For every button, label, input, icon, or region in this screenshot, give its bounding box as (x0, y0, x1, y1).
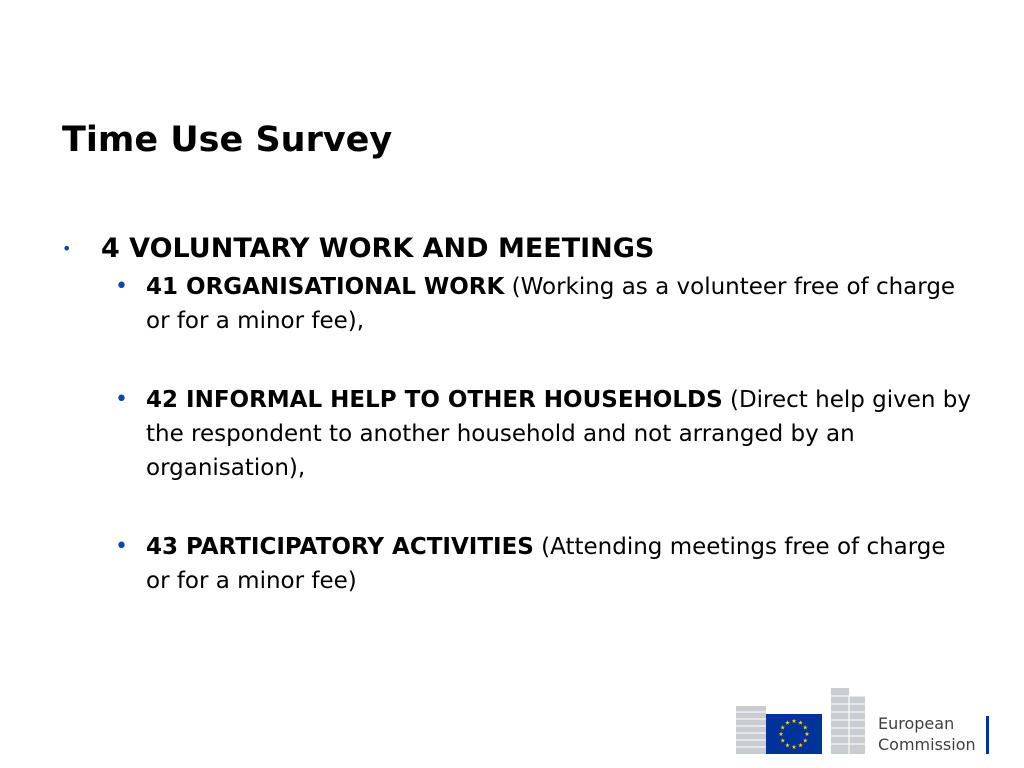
activity-term: 42 INFORMAL HELP TO OTHER HOUSEHOLDS (146, 387, 723, 413)
activity-list (115, 270, 982, 598)
european-commission-logo (736, 686, 991, 756)
list-item (115, 270, 971, 338)
bullet-icon: • (62, 239, 72, 258)
section-heading (62, 228, 982, 270)
european-commission-logo-icon (736, 686, 991, 756)
slide-content (62, 228, 982, 598)
logo-divider (986, 716, 989, 754)
logo-line1: European (878, 714, 955, 733)
list-item (115, 530, 971, 598)
list-item (115, 383, 971, 485)
activity-description: (Working as a volunteer free of charge or for a minor fee), (146, 274, 956, 334)
slide-title: Time Use Survey (62, 120, 393, 160)
activity-description: (Attending meetings free of charge or for a minor fee) (146, 534, 946, 594)
bullet-icon: • (115, 534, 128, 559)
bullet-icon: • (115, 274, 128, 299)
section-heading-text: 4 VOLUNTARY WORK AND MEETINGS (101, 233, 655, 264)
logo-line2: Commission (878, 735, 976, 754)
bullet-icon: • (115, 387, 128, 412)
activity-term: 41 ORGANISATIONAL WORK (146, 274, 505, 300)
activity-term: 43 PARTICIPATORY ACTIVITIES (146, 534, 534, 560)
activity-description: (Direct help given by the respondent to another household and not arranged by an organisation), (146, 387, 972, 481)
